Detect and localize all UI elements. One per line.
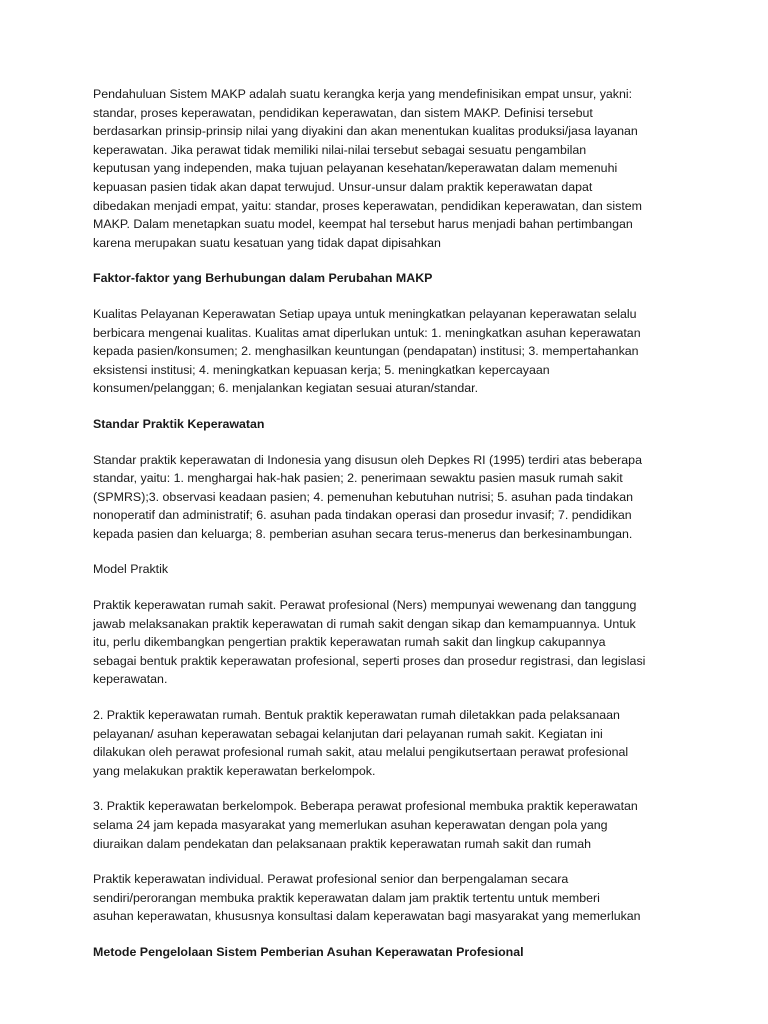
paragraph — [93, 451, 679, 544]
paragraph-line: Pendahuluan Sistem MAKP adalah suatu kerangka kerja yang mendefinisikan empat unsur, yakni: — [93, 87, 633, 101]
paragraph-line: sendiri/perorangan membuka praktik keperawatan dalam jam praktik tertentu untuk memberi — [93, 890, 600, 905]
paragraph-line: sebagai bentuk praktik keperawatan profesional, seperti proses dan prosedur registrasi, dan legislasi — [93, 653, 646, 668]
paragraph-line: asuhan keperawatan, khususnya konsultasi dalam keperawatan bagi masyarakat yang memerlukan — [93, 909, 641, 924]
paragraph-line: karena merupakan suatu kesatuan yang tidak dapat dipisahkan — [93, 235, 441, 250]
paragraph-line: eksistensi institusi; 4. meningkatkan kepuasan kerja; 5. meningkatkan kepercayaan — [93, 362, 550, 377]
document-page — [93, 85, 679, 979]
paragraph — [93, 706, 679, 780]
paragraph-line: standar, yaitu: 1. menghargai hak-hak pasien; 2. penerimaan sewaktu pasien masuk rumah sakit — [93, 471, 623, 486]
paragraph-line: kepuasan pasien tidak akan dapat terwujud. Unsur-unsur dalam praktik keperawatan dapat — [93, 179, 593, 194]
paragraph-line: Praktik keperawatan individual. Perawat profesional senior dan berpengalaman secara — [93, 872, 569, 887]
section-heading: Standar Praktik Keperawatan — [93, 416, 265, 431]
paragraph-line: selama 24 jam kepada masyarakat yang memerlukan asuhan keperawatan dengan pola yang — [93, 818, 608, 832]
section-heading: Model Praktik — [93, 562, 169, 577]
paragraph — [93, 797, 679, 853]
paragraph — [93, 870, 679, 926]
paragraph-line: keperawatan. — [93, 672, 168, 687]
paragraph-line: diuraikan dalam pendekatan dan pelaksanaan praktik keperawatan rumah sakit dan rumah — [93, 836, 592, 851]
paragraph-line: 3. Praktik keperawatan berkelompok. Beberapa perawat profesional membuka praktik keperawatan — [93, 799, 638, 814]
paragraph-line: kepada pasien dan keluarga; 8. pemberian asuhan secara terus-menerus dan berkesinambungan. — [93, 526, 633, 541]
paragraph-line: kepada pasien/konsumen; 2. menghasilkan keuntungan (pendapatan) institusi; 3. mempertahankan — [93, 344, 639, 359]
paragraph-line: berdasarkan prinsip-prinsip nilai yang diyakini dan akan menentukan kualitas produksi/jasa layanan — [93, 124, 638, 139]
paragraph — [93, 305, 679, 398]
paragraph-line: yang melakukan praktik keperawatan berkelompok. — [93, 763, 376, 778]
paragraph-line: berbicara mengenai kualitas. Kualitas amat diperlukan untuk: 1. meningkatkan asuhan keperawatan — [93, 325, 641, 340]
paragraph-line: Kualitas Pelayanan Keperawatan Setiap upaya untuk meningkatkan pelayanan keperawatan selalu — [93, 306, 637, 321]
paragraph-line: (SPMRS);3. observasi keadaan pasien; 4. pemenuhan kebutuhan nutrisi; 5. asuhan pada tindakan — [93, 489, 634, 504]
paragraph — [93, 596, 679, 689]
paragraph-line: keputusan yang independen, maka tujuan pelayanan kesehatan/keperawatan dalam memenuhi — [93, 161, 618, 176]
section-heading: Metode Pengelolaan Sistem Pemberian Asuhan Keperawatan Profesional — [93, 944, 524, 959]
paragraph-line: standar, proses keperawatan, pendidikan keperawatan, dan sistem MAKP. Definisi tersebut — [93, 105, 593, 120]
paragraph-line: konsumen/pelanggan; 6. menjalankan kegiatan sesuai aturan/standar. — [93, 381, 479, 396]
paragraph — [93, 85, 679, 252]
paragraph-line: jawab melaksanakan praktik keperawatan di rumah sakit dengan sikap dan kemampuannya. Untuk — [93, 616, 636, 631]
paragraph-line: MAKP. Dalam menetapkan suatu model, keempat hal tersebut harus menjadi bahan pertimbangan — [93, 217, 633, 232]
paragraph-line: 2. Praktik keperawatan rumah. Bentuk praktik keperawatan rumah diletakkan pada pelaksanaan — [93, 708, 620, 723]
paragraph-line: dilakukan oleh perawat profesional rumah sakit, atau melalui pengikutsertaan perawat profesional — [93, 745, 629, 760]
section-heading: Faktor-faktor yang Berhubungan dalam Perubahan MAKP — [93, 271, 433, 286]
paragraph-line: nonoperatif dan administratif; 6. asuhan pada tindakan operasi dan prosedur invasif; 7. pendidikan — [93, 508, 632, 523]
paragraph-line: itu, perlu dikembangkan pengertian praktik keperawatan rumah sakit dan lingkup cakupannya — [93, 635, 606, 650]
paragraph-line: Praktik keperawatan rumah sakit. Perawat profesional (Ners) mempunyai wewenang dan tanggung — [93, 598, 637, 613]
paragraph-line: Standar praktik keperawatan di Indonesia yang disusun oleh Depkes RI (1995) terdiri atas beberapa — [93, 452, 642, 467]
paragraph-line: dibedakan menjadi empat, yaitu: standar, proses keperawatan, pendidikan keperawatan, dan sistem — [93, 198, 642, 213]
paragraph-line: pelayanan/ asuhan keperawatan sebagai kelanjutan dari pelayanan rumah sakit. Kegiatan ini — [93, 726, 603, 741]
paragraph-line: keperawatan. Jika perawat tidak memiliki nilai-nilai tersebut sebagai sesuatu pengambilan — [93, 142, 587, 157]
